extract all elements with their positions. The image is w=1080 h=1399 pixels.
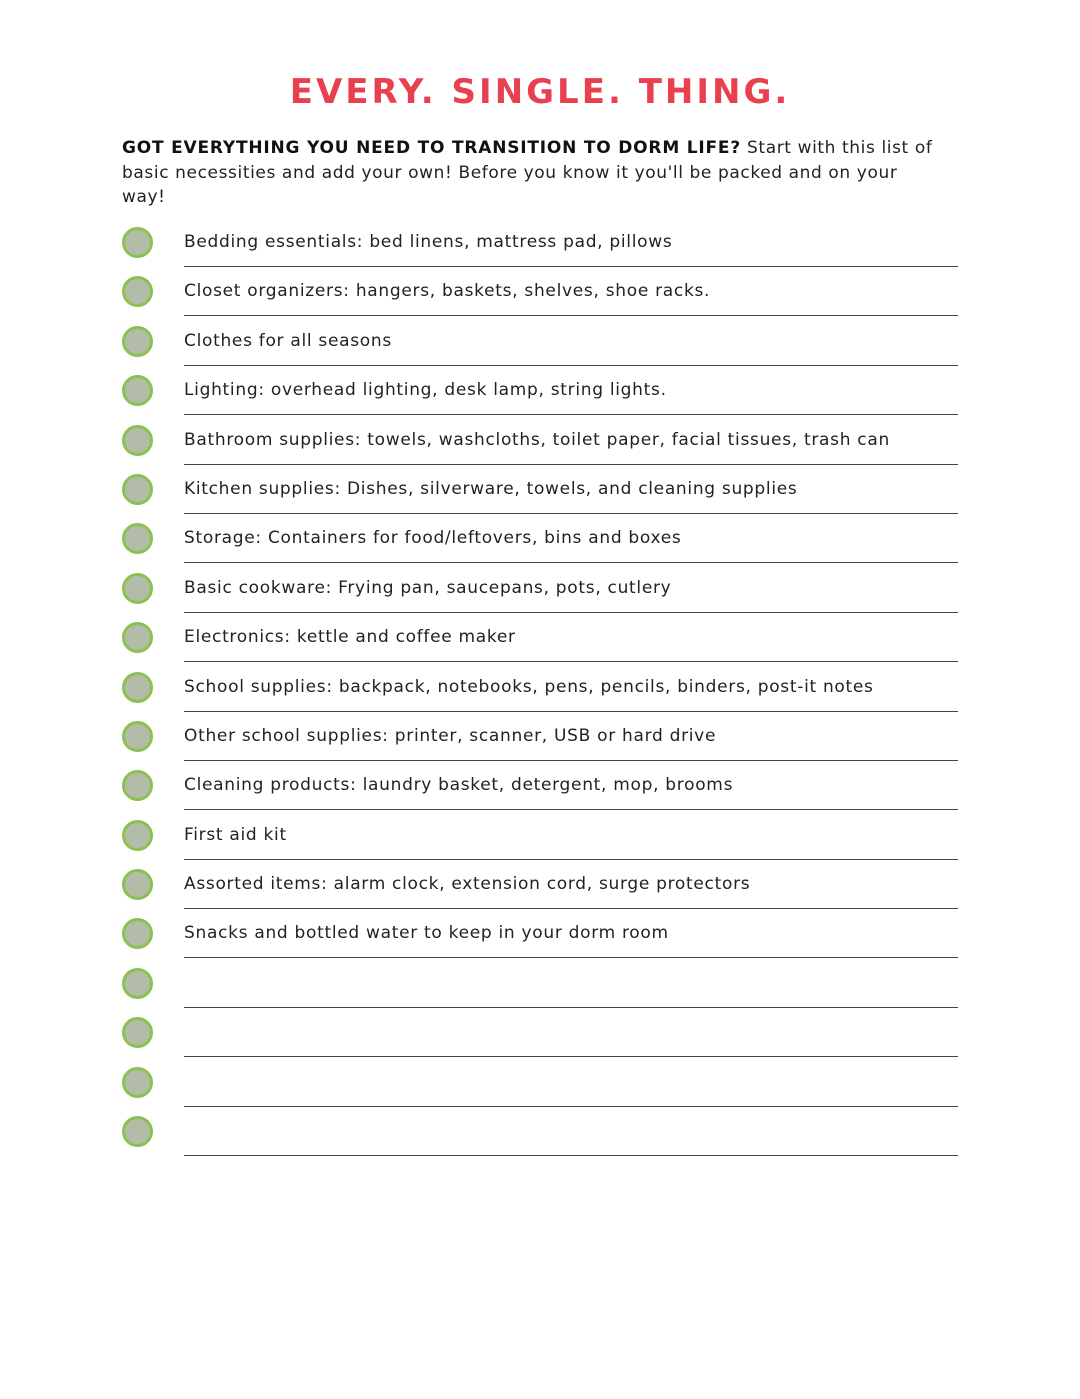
item-write-line[interactable] [184, 712, 958, 761]
item-label: Bathroom supplies: towels, washcloths, toilet paper, facial tissues, trash can [184, 429, 890, 450]
checkbox-circle[interactable] [122, 326, 153, 357]
item-label: Bedding essentials: bed linens, mattress pad, pillows [184, 232, 673, 252]
checkbox-circle[interactable] [122, 276, 153, 307]
item-write-line[interactable] [184, 613, 958, 662]
item-write-line[interactable] [184, 860, 958, 909]
checkbox-circle[interactable] [122, 622, 153, 653]
item-label: Storage: Containers for food/leftovers, bins and boxes [184, 528, 682, 549]
checklist-item [122, 860, 958, 909]
item-write-line[interactable] [184, 465, 958, 514]
item-write-line[interactable] [184, 663, 958, 712]
item-label: Closet organizers: hangers, baskets, shelves, shoe racks. [184, 281, 711, 302]
item-write-line[interactable] [184, 909, 958, 958]
item-write-line[interactable] [184, 564, 958, 613]
item-label: First aid kit [184, 824, 287, 845]
checklist-item [122, 959, 958, 1008]
checklist-item [122, 564, 958, 613]
checkbox-circle[interactable] [122, 227, 153, 258]
item-write-line[interactable] [184, 267, 958, 316]
checkbox-circle[interactable] [122, 968, 153, 999]
checkbox-circle[interactable] [122, 375, 153, 406]
item-write-line[interactable] [184, 218, 958, 267]
checkbox-circle[interactable] [122, 523, 153, 554]
item-write-line[interactable] [184, 416, 958, 465]
item-write-line[interactable] [184, 959, 958, 1008]
item-write-line[interactable] [184, 811, 958, 860]
item-write-line[interactable] [184, 1107, 958, 1156]
checklist-item [122, 218, 958, 267]
checklist-item [122, 761, 958, 810]
checklist-item [122, 267, 958, 316]
checkbox-circle[interactable] [122, 721, 153, 752]
checkbox-circle[interactable] [122, 425, 153, 456]
checkbox-circle[interactable] [122, 820, 153, 851]
item-write-line[interactable] [184, 366, 958, 415]
intro-body: Start with this list of basic necessities and add your own! Before you know it you'll be packed and on your way! [122, 138, 933, 207]
checkbox-circle[interactable] [122, 1067, 153, 1098]
checklist-item [122, 416, 958, 465]
intro-paragraph [122, 136, 942, 210]
checklist-item [122, 613, 958, 662]
item-write-line[interactable] [184, 317, 958, 366]
item-label: Snacks and bottled water to keep in your dorm room [184, 923, 669, 944]
checklist [122, 218, 958, 1156]
item-label: Lighting: overhead lighting, desk lamp, string lights. [184, 380, 667, 401]
checklist-item [122, 366, 958, 415]
item-label: Basic cookware: Frying pan, saucepans, pots, cutlery [184, 577, 672, 598]
checklist-item [122, 514, 958, 563]
checklist-item [122, 465, 958, 514]
checkbox-circle[interactable] [122, 869, 153, 900]
checkbox-circle[interactable] [122, 1017, 153, 1048]
item-write-line[interactable] [184, 514, 958, 563]
checkbox-circle[interactable] [122, 770, 153, 801]
item-label: Clothes for all seasons [184, 330, 392, 351]
checkbox-circle[interactable] [122, 573, 153, 604]
page-title: EVERY. SINGLE. THING. [289, 72, 791, 112]
item-write-line[interactable] [184, 1008, 958, 1057]
checklist-item [122, 909, 958, 958]
checkbox-circle[interactable] [122, 474, 153, 505]
checklist-item [122, 1008, 958, 1057]
item-label: Kitchen supplies: Dishes, silverware, towels, and cleaning supplies [184, 478, 798, 499]
checklist-item [122, 1107, 958, 1156]
item-label: Electronics: kettle and coffee maker [184, 627, 516, 648]
item-label: Cleaning products: laundry basket, detergent, mop, brooms [184, 775, 734, 796]
item-label: Assorted items: alarm clock, extension cord, surge protectors [184, 874, 751, 895]
checklist-item [122, 811, 958, 860]
intro-lead: GOT EVERYTHING YOU NEED TO TRANSITION TO DORM LIFE? [122, 138, 742, 158]
checkbox-circle[interactable] [122, 672, 153, 703]
checklist-item [122, 712, 958, 761]
checklist-item [122, 317, 958, 366]
checklist-item [122, 1058, 958, 1107]
item-write-line[interactable] [184, 761, 958, 810]
checkbox-circle[interactable] [122, 1116, 153, 1147]
item-write-line[interactable] [184, 1058, 958, 1107]
checklist-item [122, 663, 958, 712]
item-label: School supplies: backpack, notebooks, pens, pencils, binders, post-it notes [184, 676, 874, 697]
item-label: Other school supplies: printer, scanner, USB or hard drive [184, 725, 717, 746]
checkbox-circle[interactable] [122, 918, 153, 949]
